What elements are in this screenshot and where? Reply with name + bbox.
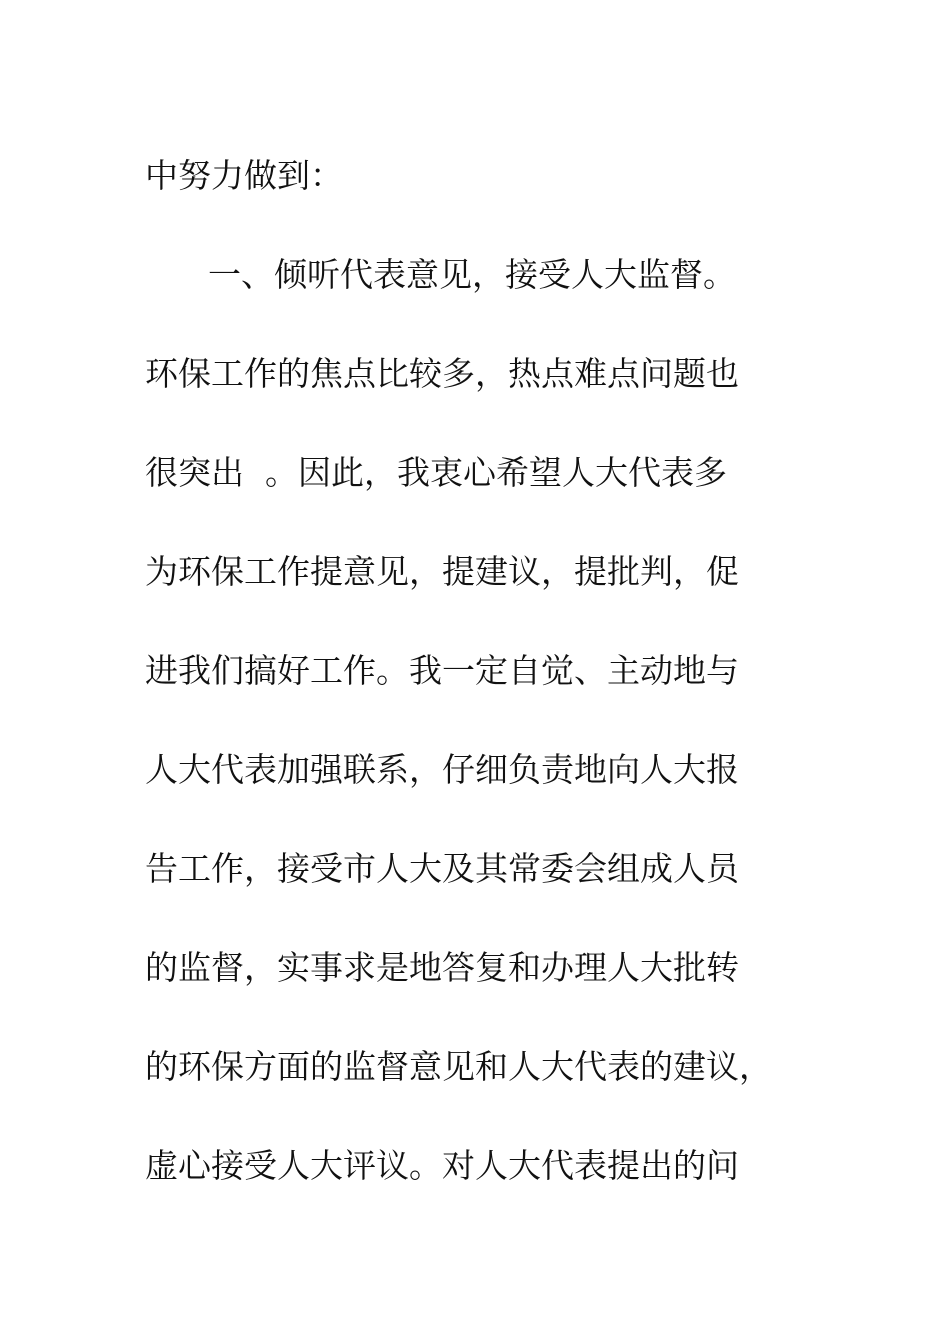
text-line-2: 一、倾听代表意见，接受人大监督。	[145, 255, 736, 294]
text-line-3: 环保工作的焦点比较多，热点难点问题也	[145, 354, 739, 393]
text-line-11: 虚心接受人大评议。对人大代表提出的问	[145, 1146, 739, 1185]
text-line-9: 的监督，实事求是地答复和办理人大批转	[145, 948, 739, 987]
text-line-10: 的环保方面的监督意见和人大代表的建议，	[145, 1047, 772, 1086]
text-line-1: 中努力做到：	[145, 156, 343, 195]
body-text	[145, 126, 825, 1215]
text-line-6: 进我们搞好工作。我一定自觉、主动地与	[145, 651, 739, 690]
text-line-8: 告工作，接受市人大及其常委会组成人员	[145, 849, 739, 888]
text-line-4: 很突出 。因此，我衷心希望人大代表多	[145, 453, 727, 492]
text-line-7: 人大代表加强联系，仔细负责地向人大报	[145, 750, 739, 789]
text-line-5: 为环保工作提意见，提建议，提批判，促	[145, 552, 739, 591]
